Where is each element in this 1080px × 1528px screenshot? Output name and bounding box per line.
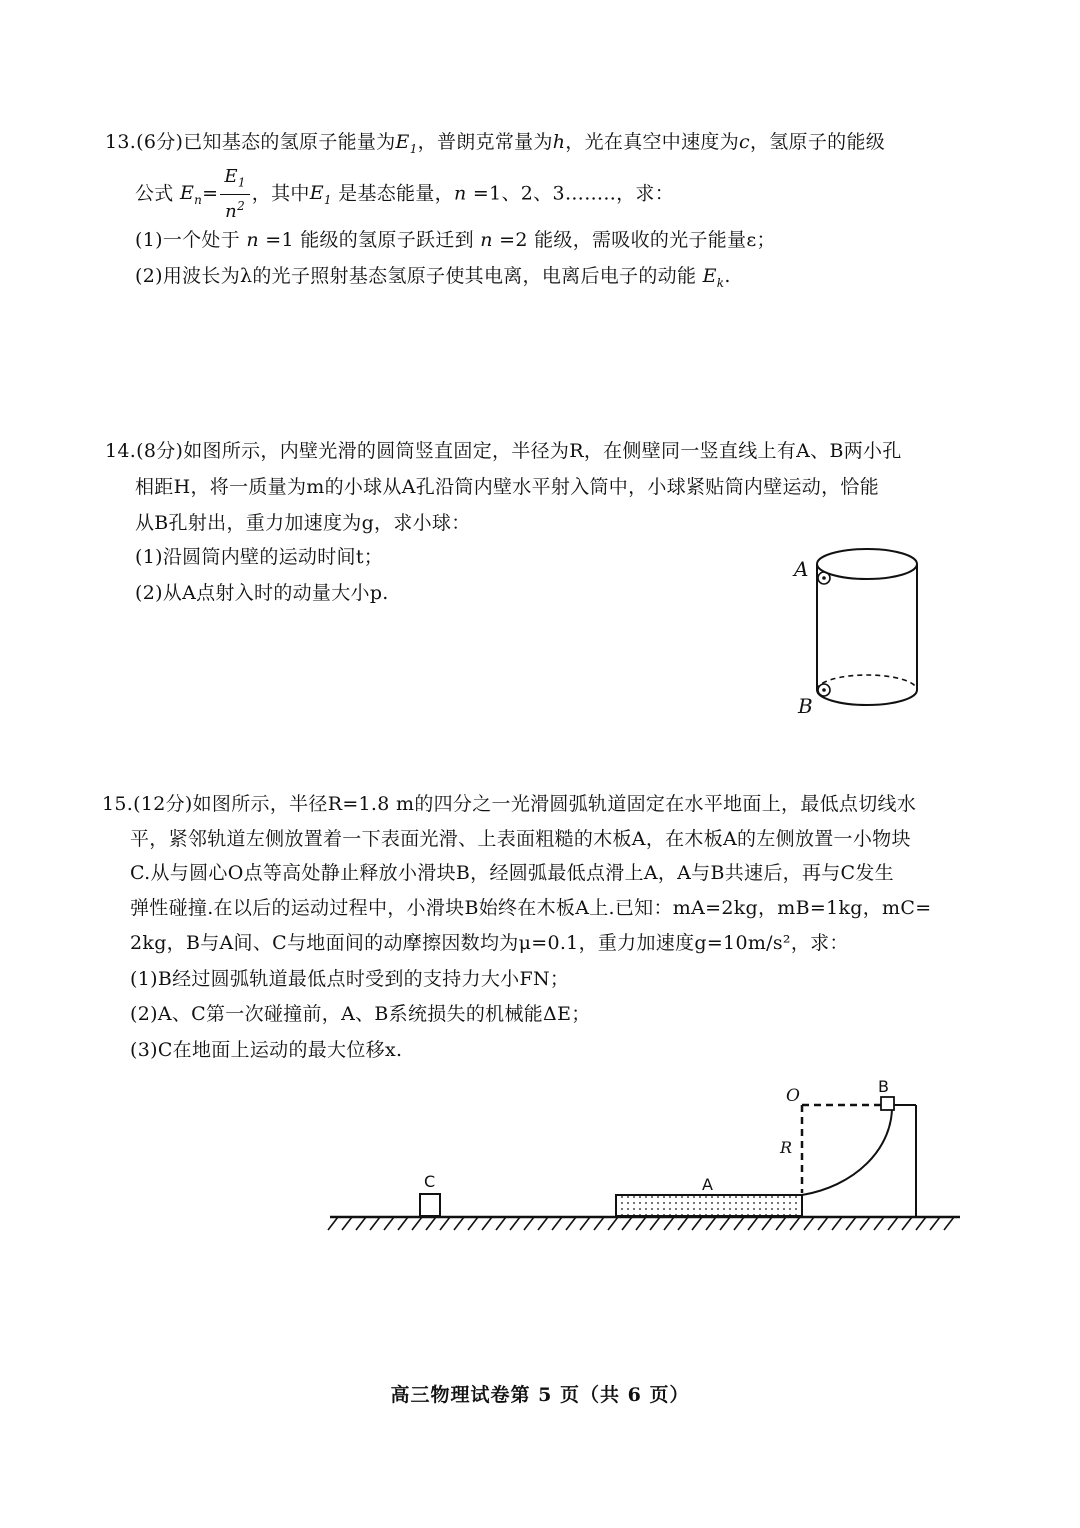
arc-track [802, 1105, 892, 1195]
q13-line2: 公式 $E_n=$ $\frac{E_1}{n^2}$ ，其中$E_1$ 是基态能量，n =1、2、3……..，求： [135, 166, 675, 222]
q13-line1 [105, 128, 885, 163]
q13-sub2-a: (2)用波长为λ的光子照射基态氢原子使其电离，电离后电子的动能 [135, 265, 697, 287]
cylinder-bottom-back [817, 675, 917, 690]
q13-sub1 [135, 226, 776, 254]
q14-sub1: (1)沿圆筒内壁的运动时间t； [135, 546, 384, 568]
q15-line2: 平，紧邻轨道左侧放置着一下表面光滑、上表面粗糙的木板A，在木板A的左侧放置一小物块 [130, 828, 911, 850]
q15-line4: 弹性碰撞.在以后的运动过程中，小滑块B始终在木板A上.已知：mA=2kg，mB=1kg，mC= [130, 897, 932, 919]
q15-sub1: (1)B经过圆弧轨道最低点时受到的支持力大小FN； [130, 968, 570, 990]
hole-B-dot [822, 688, 826, 692]
label-A: A [794, 557, 809, 581]
label-R: R [780, 1138, 793, 1157]
page-footer: 高三物理试卷第 5 页（共 6 页） [390, 1384, 690, 1406]
label-B: B [878, 1077, 889, 1096]
cylinder-bottom-front [817, 690, 917, 705]
cylinder-top-ellipse [817, 549, 917, 579]
q14-sub2: (2)从A点射入时的动量大小p. [135, 582, 389, 604]
symbol-c: c [739, 131, 750, 153]
q13-line2-d: =1、2、3……..，求： [472, 182, 675, 205]
q13-line1-d: ，氢原子的能级 [749, 131, 886, 153]
block-B [881, 1097, 894, 1110]
symbol-h: h [552, 131, 566, 153]
q13-line1-b: ，普朗克常量为 [417, 131, 553, 153]
q13-line2-a: 公式 [135, 182, 174, 205]
hole-A-dot [822, 576, 826, 580]
q15-line5: 2kg，B与A间、C与地面间的动摩擦因数均为μ=0.1，重力加速度g=10m/s²，求： [130, 932, 849, 954]
q13-line1-c: ，光在真空中速度为 [565, 131, 739, 153]
label-C: C [424, 1172, 436, 1191]
q15-sub2: (2)A、C第一次碰撞前，A、B系统损失的机械能ΔE； [130, 1003, 591, 1025]
label-A: A [702, 1175, 713, 1194]
symbol-n-1: n [246, 229, 259, 251]
q15-sub3: (3)C在地面上运动的最大位移x. [130, 1039, 403, 1061]
q15-line3: C.从与圆心O点等高处静止释放小滑块B，经圆弧最低点滑上A，A与B共速后，再与C发生 [130, 862, 894, 884]
symbol-n-2: n [480, 229, 493, 251]
q13-sub1-c: =2 能级，需吸收的光子能量ε； [499, 229, 776, 251]
q14-line3: 从B孔射出，重力加速度为g，求小球： [135, 512, 471, 534]
q13-sub1-a: (1)一个处于 [135, 229, 241, 251]
symbol-Ek: $E_k$ [702, 265, 725, 290]
q13-line1-a: 13.(6分)已知基态的氢原子能量为 [105, 131, 396, 153]
cylinder-figure [780, 540, 960, 730]
q13-sub2: (2)用波长为λ的光子照射基态氢原子使其电离，电离后电子的动能 $E_k$. [135, 265, 731, 290]
plank-A [616, 1195, 802, 1216]
symbol-E1: $E_1$ [395, 131, 418, 156]
ground-hatching [328, 1217, 954, 1230]
symbol-n: n [453, 182, 467, 205]
q14-line1: 14.(8分)如图所示，内壁光滑的圆筒竖直固定，半径为R，在侧壁同一竖直线上有A、B两小孔 [105, 440, 902, 462]
q13-sub1-b: =1 能级的氢原子跃迁到 [265, 229, 474, 251]
q15-line1: 15.(12分)如图所示，半径R=1.8 m的四分之一光滑圆弧轨道固定在水平地面上，最低点切线水 [102, 793, 917, 815]
q13-line2-c: 是基态能量， [338, 182, 454, 205]
label-B: B [798, 694, 813, 718]
label-O: O [786, 1086, 800, 1106]
q14-line2: 相距H，将一质量为m的小球从A孔沿筒内壁水平射入筒中，小球紧贴筒内壁运动，恰能 [135, 476, 880, 498]
track-figure [320, 1075, 970, 1245]
q13-line2-b: ，其中 [251, 182, 310, 205]
symbol-En: $E_n$ [179, 182, 203, 208]
symbol-E1-b: $E_1$ [309, 182, 332, 208]
energy-level-fraction: $\frac{E_1}{n^2}$ [220, 166, 249, 223]
block-C [420, 1194, 440, 1216]
